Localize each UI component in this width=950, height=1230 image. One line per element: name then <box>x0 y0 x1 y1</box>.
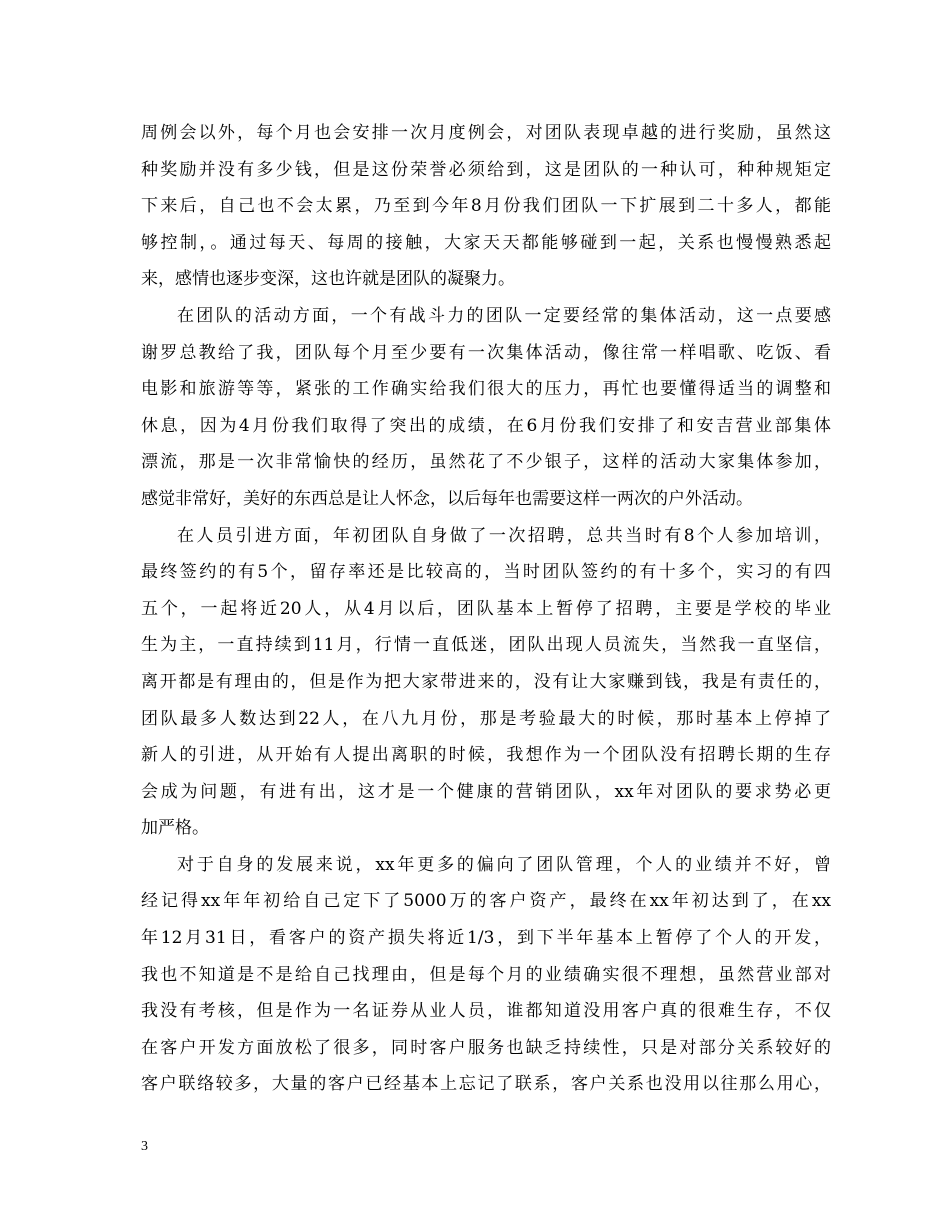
body-text <box>141 115 831 1103</box>
text-line: 在人员引进方面，年初团队自身做了一次招聘，总共当时有8个人参加培训， <box>177 525 831 546</box>
text-line: 我没有考核，但是作为一名证券从业人员，谁都知道没用客户真的很难生存，不仅 <box>141 1001 831 1022</box>
text-line: 五个，一起将近20人，从4月以后，团队基本上暂停了招聘，主要是学校的毕业 <box>141 598 831 619</box>
text-line: 在团队的活动方面，一个有战斗力的团队一定要经常的集体活动，这一点要感 <box>177 305 831 326</box>
text-line: 漂流，那是一次非常愉快的经历，虽然花了不少银子，这样的活动大家集体参加， <box>141 452 831 473</box>
text-line: 离开都是有理由的，但是作为把大家带进来的，没有让大家赚到钱，我是有责任的， <box>141 671 831 692</box>
text-line: 新人的引进，从开始有人提出离职的时候，我想作为一个团队没有招聘长期的生存 <box>141 745 831 766</box>
text-line: 最终签约的有5个，留存率还是比较高的，当时团队签约的有十多个，实习的有四 <box>141 562 831 583</box>
text-line: 电影和旅游等等，紧张的工作确实给我们很大的压力，再忙也要懂得适当的调整和 <box>141 379 831 400</box>
text-line: 加严格。 <box>141 818 209 839</box>
text-line: 经记得xx年年初给自己定下了5000万的客户资产，最终在xx年初达到了，在xx <box>141 891 831 912</box>
text-line: 感觉非常好，美好的东西总是让人怀念，以后每年也需要这样一两次的户外活动。 <box>141 488 753 509</box>
text-line: 客户联络较多，大量的客户已经基本上忘记了联系，客户关系也没用以往那么用心， <box>141 1074 831 1095</box>
text-line: 下来后，自己也不会太累，乃至到今年8月份我们团队一下扩展到二十多人，都能 <box>141 196 831 217</box>
text-line: 我也不知道是不是给自己找理由，但是每个月的业绩确实很不理想，虽然营业部对 <box>141 964 831 985</box>
text-line: 谢罗总教给了我，团队每个月至少要有一次集体活动，像往常一样唱歌、吃饭、看 <box>141 342 831 363</box>
text-line: 周例会以外，每个月也会安排一次月度例会，对团队表现卓越的进行奖励，虽然这 <box>141 123 831 143</box>
text-line: 年12月31日，看客户的资产损失将近1/3，到下半年基本上暂停了个人的开发， <box>141 928 831 949</box>
text-line: 生为主，一直持续到11月，行情一直低迷，团队出现人员流失，当然我一直坚信， <box>141 635 831 656</box>
text-line: 团队最多人数达到22人，在八九月份，那是考验最大的时候，那时基本上停掉了 <box>141 708 831 729</box>
text-line: 够控制，。通过每天、每周的接触，大家天天都能够碰到一起，关系也慢慢熟悉起 <box>141 232 831 253</box>
text-line: 对于自身的发展来说，xx年更多的偏向了团队管理，个人的业绩并不好，曾 <box>177 854 831 875</box>
text-line: 会成为问题，有进有出，这才是一个健康的营销团队，xx年对团队的要求势必更 <box>141 781 831 802</box>
text-line: 来，感情也逐步变深，这也许就是团队的凝聚力。 <box>141 269 515 290</box>
text-line: 在客户开发方面放松了很多，同时客户服务也缺乏持续性，只是对部分关系较好的 <box>141 1037 831 1058</box>
text-line: 种奖励并没有多少钱，但是这份荣誉必须给到，这是团队的一种认可，种种规矩定 <box>141 159 831 180</box>
page-number: 3 <box>141 1139 148 1154</box>
text-line: 休息，因为4月份我们取得了突出的成绩，在6月份我们安排了和安吉营业部集体 <box>141 415 831 436</box>
